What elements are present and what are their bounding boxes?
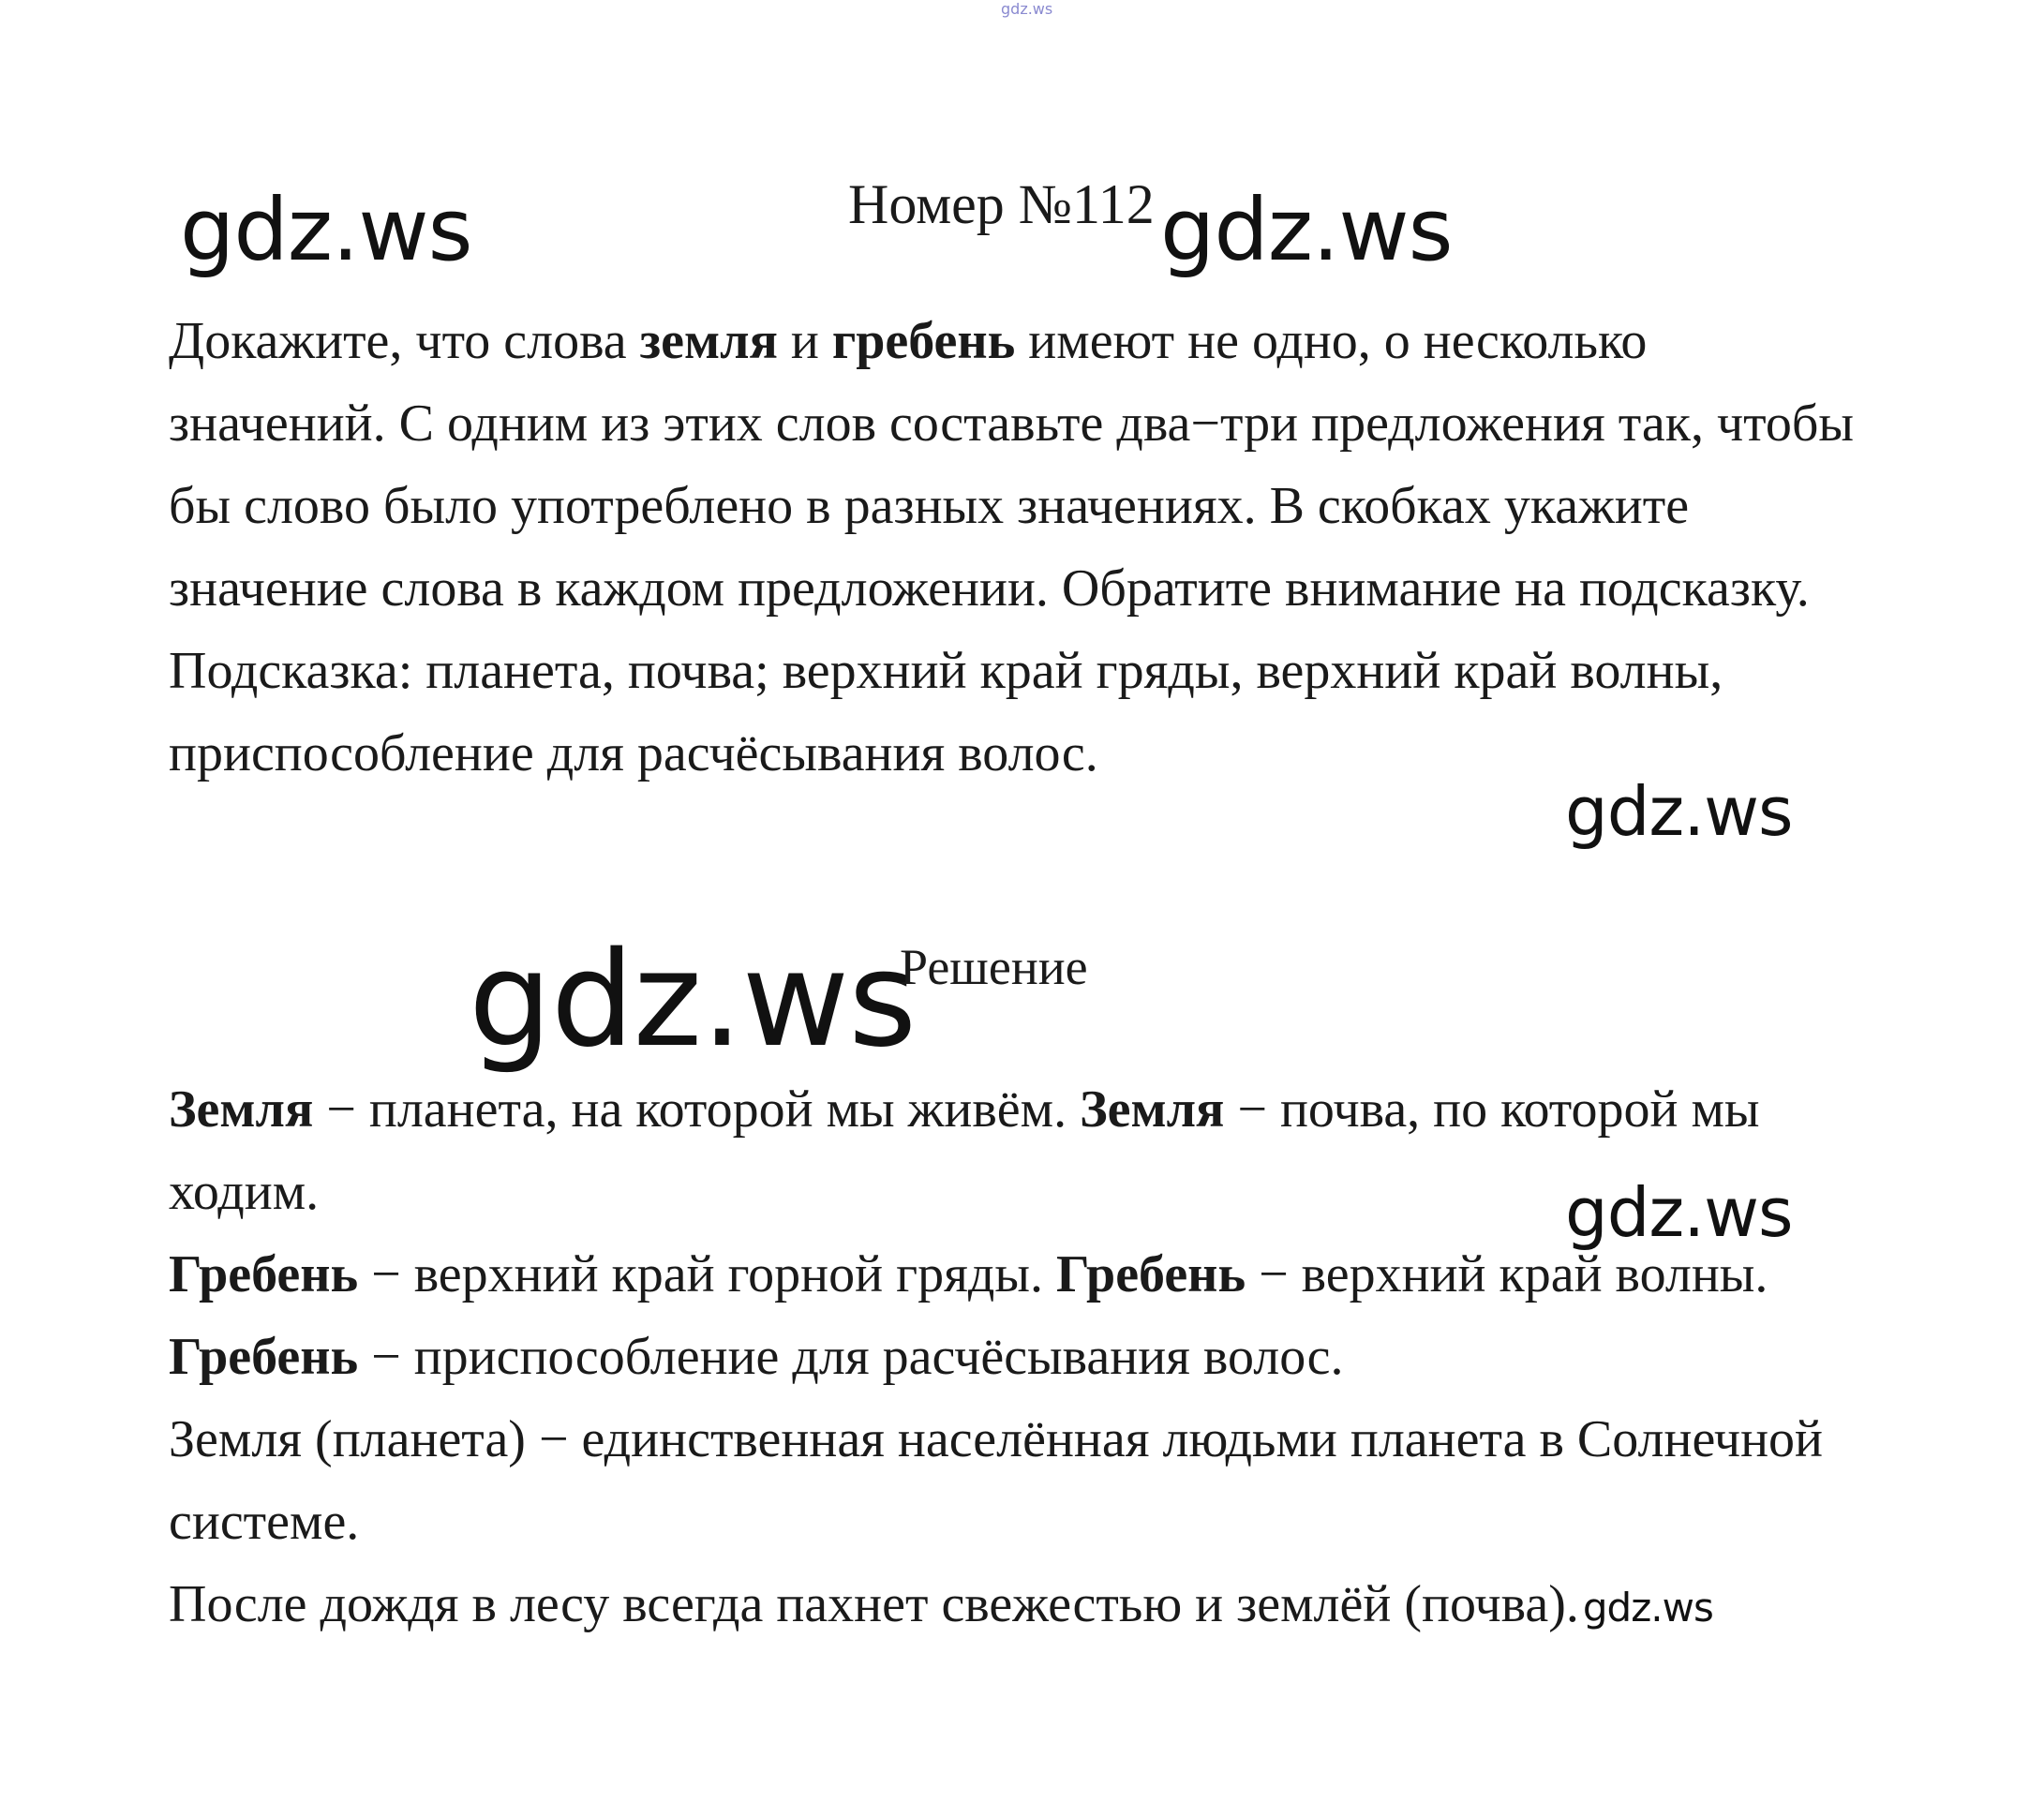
task-paragraph bbox=[169, 300, 1856, 630]
answer-keyword: Земля bbox=[1080, 1080, 1225, 1139]
watermark: gdz.ws bbox=[180, 180, 472, 280]
answer-text-part: − приспособление для расчёсывания волос. bbox=[358, 1328, 1344, 1386]
answer-text-part: После дождя в лесу всегда пахнет свежестью и землёй (почва). bbox=[169, 1575, 1579, 1633]
answer-line bbox=[169, 1068, 1818, 1233]
watermark: gdz.ws bbox=[1565, 772, 1793, 851]
answer-keyword: Гребень bbox=[1055, 1245, 1246, 1303]
answer-keyword: Гребень bbox=[169, 1328, 359, 1386]
watermark-top: gdz.ws bbox=[1001, 0, 1053, 18]
task-text bbox=[169, 300, 1856, 795]
answer-keyword: Гребень bbox=[169, 1245, 359, 1303]
task-text-part: Докажите, что слова bbox=[169, 312, 640, 370]
solution-label: Решение bbox=[900, 939, 1088, 995]
answer-text-part: − верхний край волны. bbox=[1246, 1245, 1768, 1303]
answer-text-part: − планета, на которой мы живём. bbox=[313, 1080, 1081, 1139]
answer-line: Земля (планета) − единственная населённая людьми планета в Солнечной системе. bbox=[169, 1410, 1824, 1551]
answer-line bbox=[169, 1233, 1856, 1398]
answer-text-part: − почва, по которой мы ходим. bbox=[169, 1080, 1760, 1221]
page-title: Номер №112 bbox=[848, 173, 1155, 235]
answer-line bbox=[169, 1563, 1856, 1646]
hint-paragraph: Подсказка: планета, почва; верхний край гряды, верхний край волны, приспособление для расчёсывания волос. bbox=[169, 642, 1723, 782]
watermark: gdz.ws bbox=[1582, 1585, 1713, 1631]
answer-text-part: − верхний край горной гряды. bbox=[358, 1245, 1056, 1303]
task-keyword: гребень bbox=[831, 312, 1016, 370]
task-text-part: и bbox=[777, 312, 832, 370]
watermark: gdz.ws bbox=[1160, 180, 1453, 280]
watermark: gdz.ws bbox=[469, 924, 917, 1077]
task-text-part: имеют не одно, о несколько значений. С одним из этих слов составьте два−три предложения так, чтобы бы слово было употреблено в разных значениях. В скобках укажите значение слова в каждом предложении. Обратите внимание на подсказку. bbox=[169, 312, 1854, 618]
watermark: gdz.ws bbox=[1565, 1173, 1793, 1252]
answer-text bbox=[169, 1068, 1856, 1646]
answer-keyword: Земля bbox=[169, 1080, 314, 1139]
task-keyword: земля bbox=[639, 312, 778, 370]
